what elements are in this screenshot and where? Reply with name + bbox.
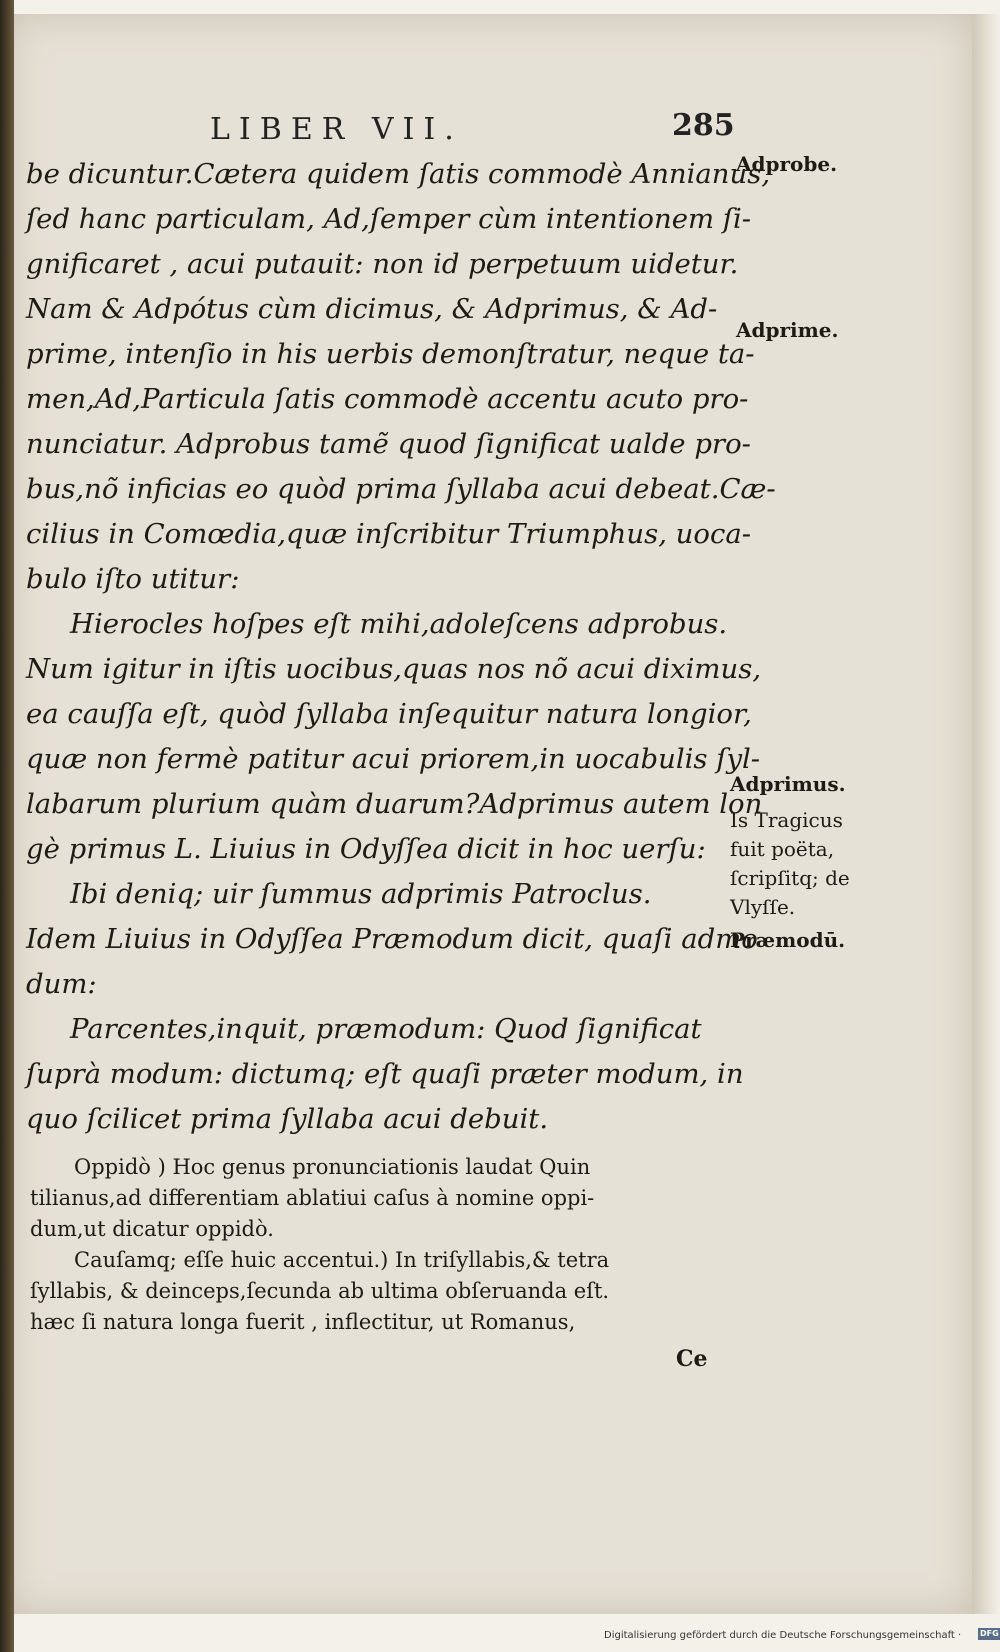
commentary-line: Oppidò ) Hoc genus pronunciationis laudat Quin — [74, 1155, 591, 1179]
marginal-note-adprime: Adprime. — [736, 318, 839, 342]
book-gutter — [0, 0, 14, 1652]
text-line: Hierocles hoſpes eſt mihi,adoleſcens adprobus. — [70, 608, 728, 640]
commentary-line: hæc ſi natura longa fuerit , inflectitur, ut Romanus, — [30, 1310, 576, 1334]
marginal-note-praemodum: Præmodū. — [730, 928, 846, 952]
commentary-line: dum,ut dicatur oppidò. — [30, 1217, 274, 1241]
text-line: nunciatur. Adprobus tamẽ quod ſignificat ualde pro- — [26, 428, 751, 460]
text-line: Num igitur in iſtis uocibus,quas nos nõ acui diximus, — [26, 653, 762, 685]
text-line: prime, intenſio in his uerbis demonſtratur, neque ta- — [26, 338, 755, 370]
footer-credit: Digitalisierung gefördert durch die Deutsche Forschungsgemeinschaft · — [604, 1630, 962, 1641]
marginal-note-line: ſcripſitq; de — [730, 866, 850, 890]
commentary-line: Cauſamq; eſſe huic accentui.) In triſyllabis,& tetra — [74, 1248, 610, 1272]
text-line: bus,nõ inficias eo quòd prima ſyllaba acui debeat.Cæ- — [26, 473, 776, 505]
dfg-logo: DFG — [980, 1629, 999, 1638]
marginal-note-adprobe: Adprobe. — [736, 152, 838, 176]
page-number: 285 — [672, 108, 735, 143]
text-line: ſed hanc particulam, Ad,ſemper cùm intentionem ſi- — [26, 203, 752, 235]
text-line: Parcentes,inquit, præmodum: Quod ſignificat — [70, 1013, 702, 1045]
text-line: Nam & Adpótus cùm dicimus, & Adprimus, & Ad- — [26, 293, 718, 325]
marginal-note-tragicus — [730, 806, 850, 922]
text-line: Idem Liuius in Odyſſea Præmodum dicit, quaſi admo — [26, 923, 758, 955]
commentary-block — [30, 1152, 730, 1338]
commentary-line: tilianus,ad differentiam ablatiui caſus à nomine oppi- — [30, 1186, 595, 1210]
text-line: gè primus L. Liuius in Odyſſea dicit in hoc uerſu: — [26, 833, 706, 865]
running-head: LIBER VII. — [210, 112, 463, 147]
text-line: men,Ad,Particula ſatis commodè accentu acuto pro- — [26, 383, 749, 415]
text-line: gnificaret , acui putauit: non id perpetuum uidetur. — [26, 248, 739, 280]
text-line: quo ſcilicet prima ſyllaba acui debuit. — [26, 1103, 549, 1135]
text-line: ea cauſſa eſt, quòd ſyllaba inſequitur natura longior, — [26, 698, 752, 730]
marginal-note-adprimus: Adprimus. — [730, 772, 846, 796]
text-line: labarum plurium quàm duarum?Adprimus autem lon — [26, 788, 763, 820]
text-line: cilius in Comœdia,quæ inſcribitur Triumphus, uoca- — [26, 518, 752, 550]
text-line: be dicuntur.Cætera quidem ſatis commodè Annianus, — [26, 158, 771, 190]
page-edge — [972, 14, 1000, 1614]
marginal-note-line: Is Tragicus — [730, 808, 843, 832]
marginal-note-line: fuit poëta, — [730, 837, 835, 861]
text-line: ſuprà modum: dictumq; eſt quaſi præter modum, in — [26, 1058, 744, 1090]
text-line: Ibi deniq; uir ſummus adprimis Patroclus. — [70, 878, 652, 910]
marginal-note-line: Vlyſſe. — [730, 895, 796, 919]
commentary-line: ſyllabis, & deinceps,ſecunda ab ultima obſeruanda eſt. — [30, 1279, 610, 1303]
text-line: dum: — [26, 968, 97, 1000]
catchword: Ce — [676, 1346, 708, 1372]
text-line: bulo iſto utitur: — [26, 563, 240, 595]
text-line: quæ non fermè patitur acui priorem,in uocabulis ſyl- — [26, 743, 761, 775]
